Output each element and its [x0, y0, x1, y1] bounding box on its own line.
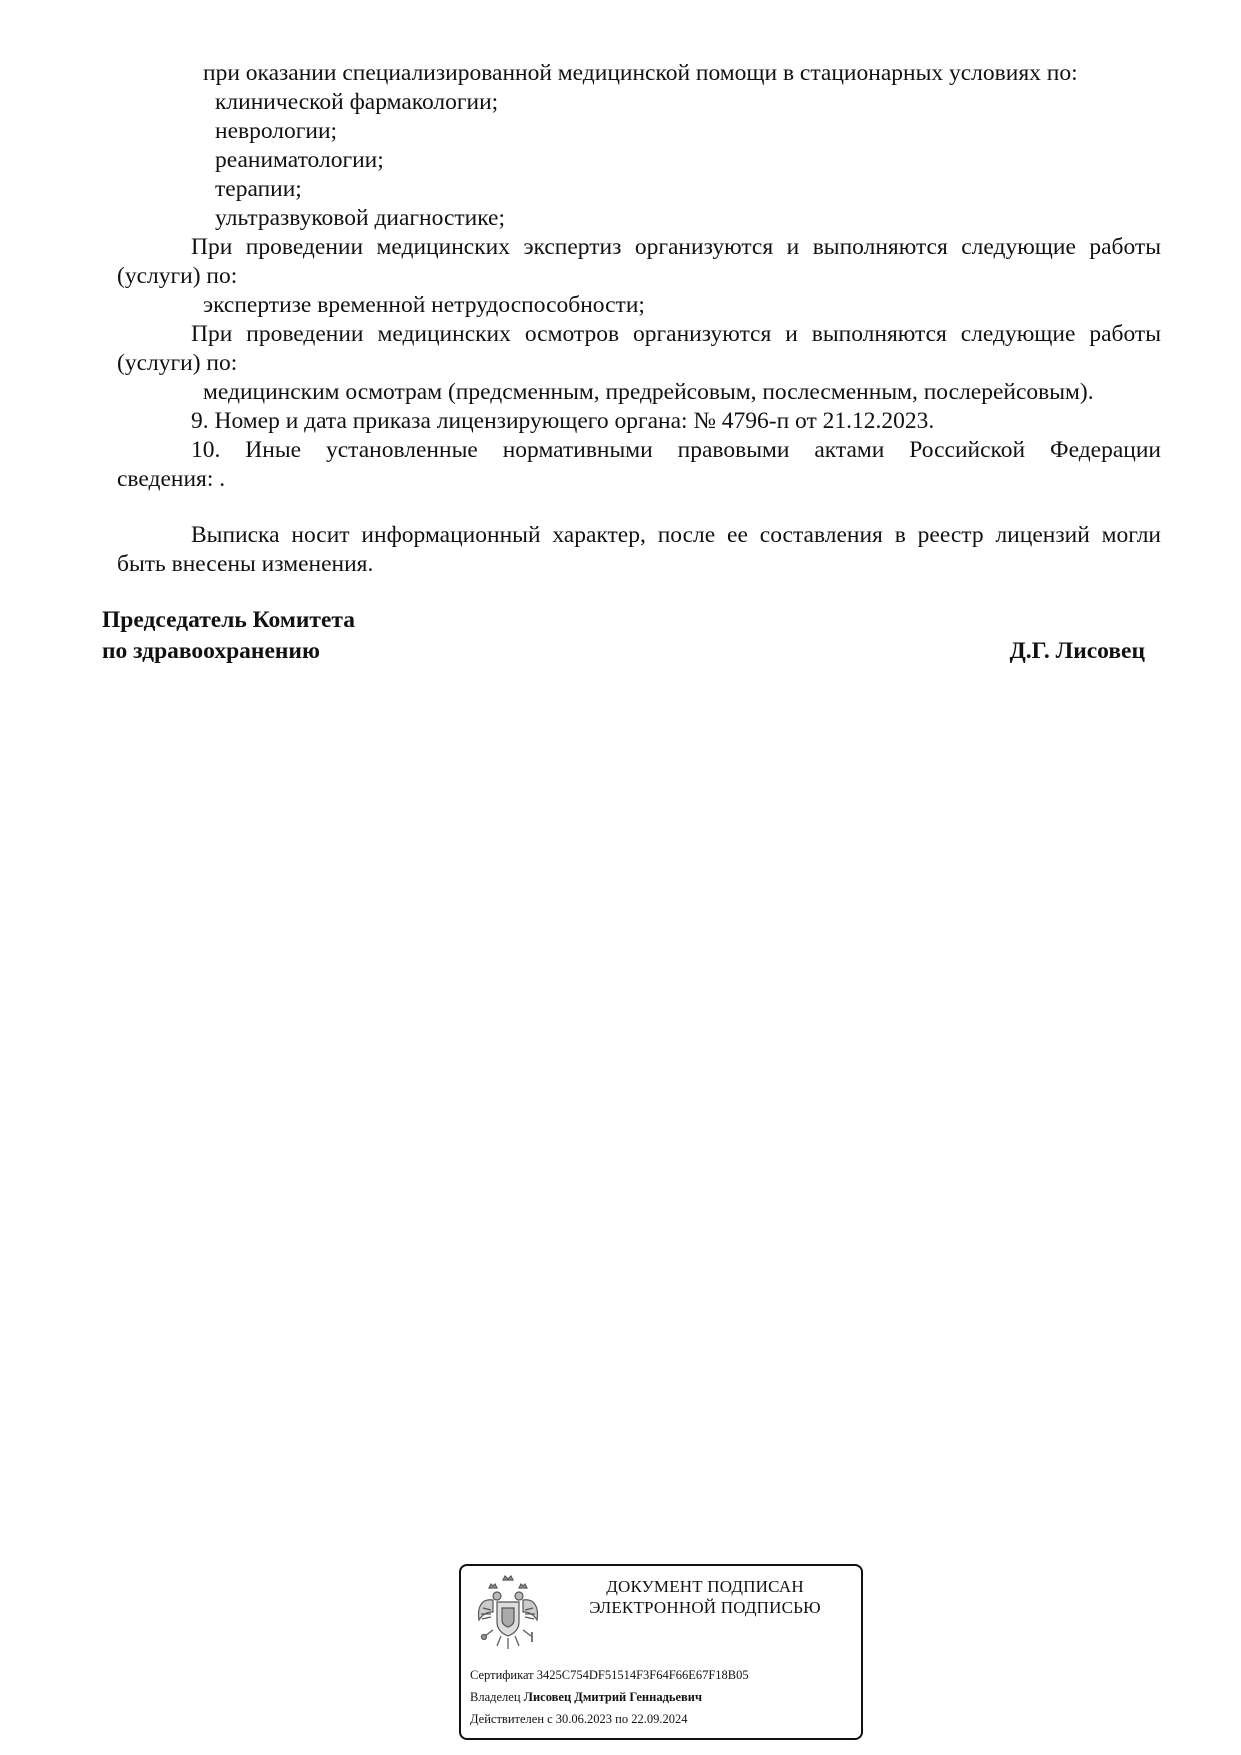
signatory-position: Председатель Комитета [102, 607, 355, 633]
exams-intro-cont: (услуги) по: [117, 350, 238, 376]
item-10: 10. Иные установленные нормативными правовыми актами Российской Федерации [191, 437, 1161, 463]
stamp-title-cont: ЭЛЕКТРОННОЙ ПОДПИСЬЮ [589, 1598, 821, 1617]
owner-value: Лисовец Дмитрий Геннадьевич [523, 1690, 703, 1704]
expertise-intro-cont: (услуги) по: [117, 263, 238, 289]
expertise-item: экспертизе временной нетрудоспособности; [203, 292, 645, 318]
list-item: клинической фармакологии; [215, 89, 499, 115]
owner-label: Владелец [470, 1690, 521, 1704]
notice-cont: быть внесены изменения. [117, 551, 374, 577]
list-item: ультразвуковой диагностике; [215, 205, 506, 231]
owner-row [470, 1689, 702, 1705]
exams-intro: При проведении медицинских осмотров организуются и выполняются следующие работы [191, 321, 1161, 347]
expertise-intro: При проведении медицинских экспертиз организуются и выполняются следующие работы [191, 234, 1161, 260]
notice: Выписка носит информационный характер, после ее составления в реестр лицензий могли [191, 522, 1161, 548]
certificate-label: Сертификат [470, 1668, 534, 1682]
list-item: терапии; [215, 176, 302, 202]
signatory-name: Д.Г. Лисовец [1009, 638, 1145, 664]
signatory-position-cont: по здравоохранению [102, 638, 320, 664]
list-item: неврологии; [215, 118, 338, 144]
item-10-cont: сведения: . [117, 466, 226, 492]
certificate-value: 3425C754DF51514F3F64F66E67F18B05 [536, 1668, 749, 1682]
stamp-title: ДОКУМЕНТ ПОДПИСАН [606, 1577, 804, 1596]
russian-coat-of-arms-icon [475, 1574, 541, 1652]
list-item: реаниматологии; [215, 147, 384, 173]
certificate-row [470, 1667, 749, 1683]
inpatient-intro: при оказании специализированной медицинской помощи в стационарных условиях по: [203, 60, 1078, 86]
validity-text: Действителен с 30.06.2023 по 22.09.2024 [470, 1712, 688, 1726]
electronic-signature-stamp [459, 1564, 863, 1740]
item-9: 9. Номер и дата приказа лицензирующего органа: № 4796-п от 21.12.2023. [191, 408, 935, 434]
exams-item: медицинским осмотрам (предсменным, предрейсовым, послесменным, послерейсовым). [203, 379, 1094, 405]
